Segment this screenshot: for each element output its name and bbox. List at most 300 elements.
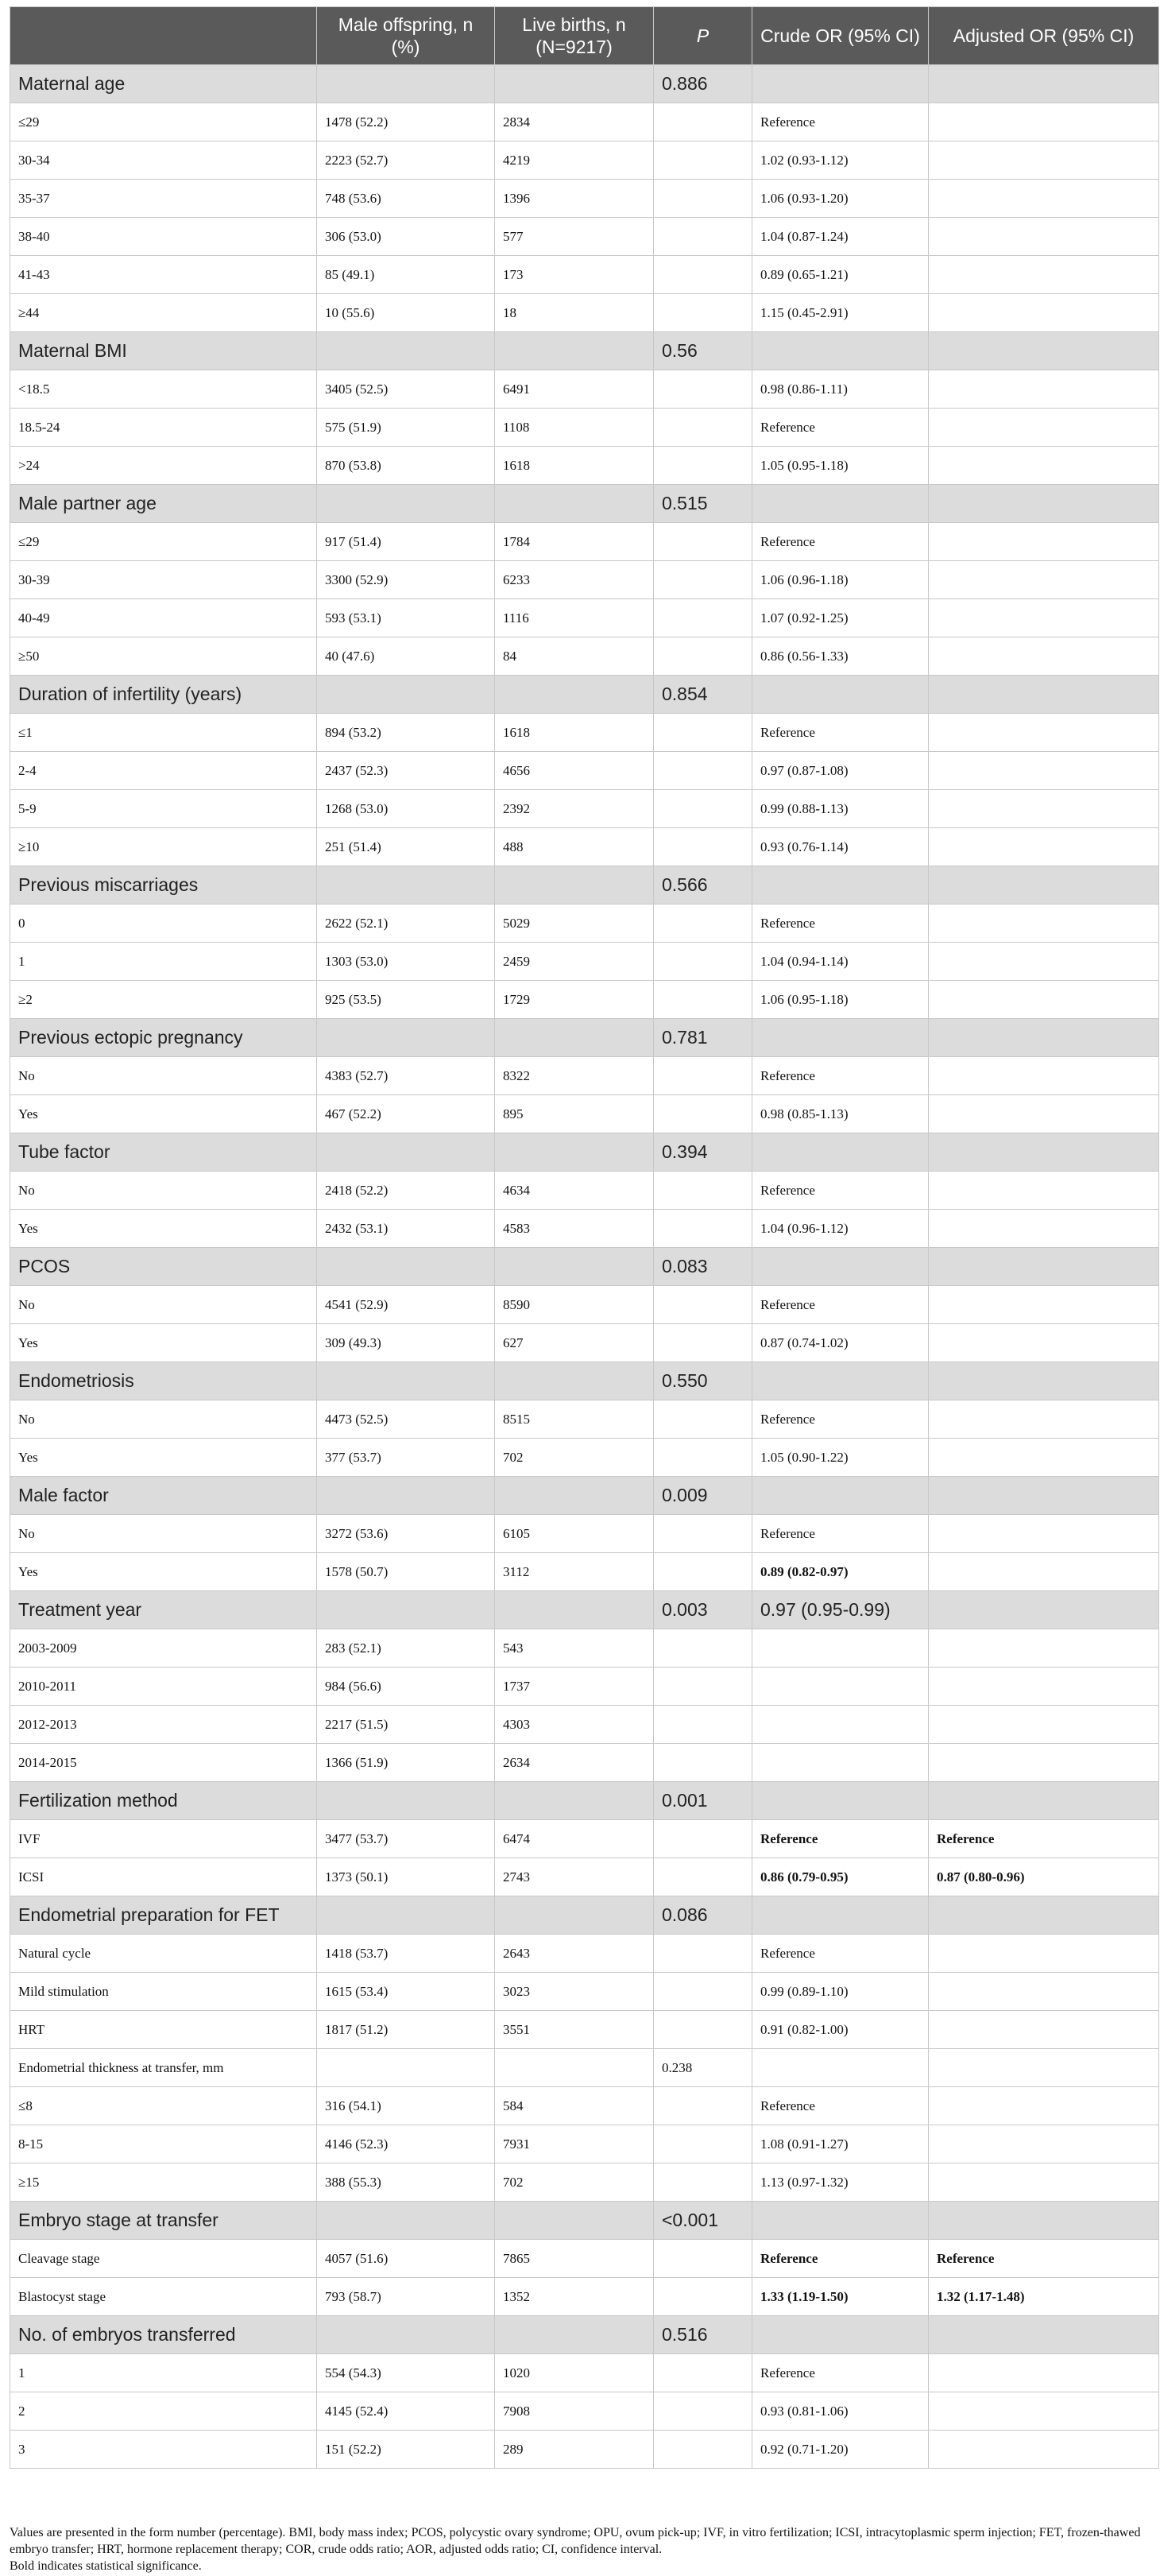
table-container [10,6,1158,2469]
cell-variable: 2-4 [10,752,317,790]
cell-p-value: 0.566 [654,866,752,905]
cell-p-value [654,752,752,790]
cell-crude-or [752,2316,929,2354]
cell-variable: ≥50 [10,637,317,676]
footnote-abbreviations: Values are presented in the form number (percentage). BMI, body mass index; PCOS, polycystic ovary syndrome; OPU, ovum pick-up; IVF, in vitro fertilization; ICSI, intracytoplasmic sperm injection; FET, frozen-thawed embryo transfer; HRT, hormone replacement therapy; COR, crude odds ratio; AOR, adjusted odds ratio; CI, confidence interval. [10,2526,1141,2556]
table-row [10,409,1159,447]
cell-adjusted-or [929,1248,1159,1286]
cell-crude-or: 1.07 (0.92-1.25) [752,599,929,637]
cell-p-value: 0.009 [654,1477,752,1515]
group-header-row [10,1248,1159,1286]
cell-p-value: 0.238 [654,2049,752,2087]
header-male-offspring: Male offspring, n (%) [317,7,495,65]
cell-p-value: 0.516 [654,2316,752,2354]
cell-crude-or: Reference [752,1935,929,1973]
cell-variable: <18.5 [10,370,317,409]
cell-adjusted-or [929,2087,1159,2125]
cell-variable: ≤29 [10,103,317,141]
cell-male-offspring: 2418 (52.2) [317,1172,495,1210]
cell-crude-or: 0.97 (0.87-1.08) [752,752,929,790]
cell-crude-or: Reference [752,2354,929,2392]
table-row [10,1820,1159,1858]
cell-p-value [654,447,752,485]
cell-male-offspring [317,332,495,370]
cell-live-births: 2834 [495,103,654,141]
cell-adjusted-or [929,2354,1159,2392]
cell-adjusted-or [929,1515,1159,1553]
table-row [10,2354,1159,2392]
cell-male-offspring [317,485,495,523]
cell-male-offspring: 4145 (52.4) [317,2392,495,2431]
cell-crude-or: Reference [752,714,929,752]
cell-crude-or: Reference [752,905,929,943]
cell-live-births: 1618 [495,714,654,752]
cell-crude-or: 0.98 (0.86-1.11) [752,370,929,409]
cell-male-offspring: 748 (53.6) [317,180,495,218]
cell-male-offspring: 554 (54.3) [317,2354,495,2392]
cell-crude-or [752,485,929,523]
cell-variable: ≤29 [10,523,317,561]
cell-live-births: 1020 [495,2354,654,2392]
cell-crude-or: 0.86 (0.79-0.95) [752,1858,929,1896]
cell-live-births: 18 [495,294,654,332]
data-table [10,6,1159,2469]
cell-p-value [654,103,752,141]
cell-adjusted-or [929,370,1159,409]
cell-male-offspring: 388 (55.3) [317,2163,495,2202]
cell-p-value [654,1973,752,2011]
cell-crude-or [752,1133,929,1172]
cell-adjusted-or [929,1668,1159,1706]
cell-p-value [654,2011,752,2049]
cell-crude-or [752,1019,929,1057]
cell-p-value [654,981,752,1019]
cell-male-offspring: 894 (53.2) [317,714,495,752]
table-row [10,714,1159,752]
header-variable [10,7,317,65]
cell-live-births: 6233 [495,561,654,599]
cell-variable: 0 [10,905,317,943]
cell-adjusted-or [929,637,1159,676]
cell-adjusted-or [929,1744,1159,1782]
cell-p-value [654,599,752,637]
cell-crude-or: Reference [752,1515,929,1553]
cell-live-births: 3112 [495,1553,654,1591]
cell-crude-or [752,65,929,103]
cell-adjusted-or [929,1629,1159,1668]
cell-adjusted-or [929,1896,1159,1935]
cell-male-offspring: 2223 (52.7) [317,141,495,180]
cell-male-offspring [317,1477,495,1515]
cell-variable: 2 [10,2392,317,2431]
cell-adjusted-or [929,1057,1159,1095]
table-header [10,7,1159,65]
cell-male-offspring: 10 (55.6) [317,294,495,332]
cell-adjusted-or [929,1400,1159,1439]
cell-variable: Natural cycle [10,1935,317,1973]
cell-live-births: 895 [495,1095,654,1133]
cell-male-offspring: 917 (51.4) [317,523,495,561]
cell-p-value [654,2125,752,2163]
table-row [10,103,1159,141]
cell-p-value [654,1629,752,1668]
cell-adjusted-or [929,65,1159,103]
cell-adjusted-or: 0.87 (0.80-0.96) [929,1858,1159,1896]
cell-variable: 40-49 [10,599,317,637]
cell-p-value [654,1210,752,1248]
cell-variable: 2012-2013 [10,1706,317,1744]
cell-live-births [495,65,654,103]
cell-live-births: 4634 [495,1172,654,1210]
cell-variable: No [10,1172,317,1210]
cell-adjusted-or [929,103,1159,141]
table-row [10,1286,1159,1324]
cell-adjusted-or [929,1133,1159,1172]
table-row [10,1439,1159,1477]
group-header-row [10,1896,1159,1935]
cell-variable: 1 [10,943,317,981]
cell-adjusted-or [929,1439,1159,1477]
group-header-row [10,1591,1159,1629]
cell-live-births: 7931 [495,2125,654,2163]
cell-variable: Yes [10,1324,317,1362]
table-footnote [10,2524,1158,2574]
cell-variable: 18.5-24 [10,409,317,447]
header-live-births: Live births, n (N=9217) [495,7,654,65]
cell-crude-or [752,1668,929,1706]
cell-variable: ≤1 [10,714,317,752]
cell-adjusted-or [929,1553,1159,1591]
cell-variable: Endometrial thickness at transfer, mm [10,2049,317,2087]
cell-p-value [654,370,752,409]
table-row [10,943,1159,981]
header-crude-or: Crude OR (95% CI) [752,7,929,65]
group-header-row [10,1362,1159,1400]
cell-crude-or: 0.98 (0.85-1.13) [752,1095,929,1133]
cell-male-offspring: 40 (47.6) [317,637,495,676]
cell-variable: No [10,1400,317,1439]
table-row [10,828,1159,866]
cell-crude-or: Reference [752,1057,929,1095]
cell-crude-or: 0.93 (0.76-1.14) [752,828,929,866]
cell-crude-or: Reference [752,1286,929,1324]
cell-crude-or: 1.04 (0.96-1.12) [752,1210,929,1248]
cell-variable: Previous ectopic pregnancy [10,1019,317,1057]
cell-crude-or: Reference [752,1820,929,1858]
group-header-row [10,866,1159,905]
cell-p-value: 0.086 [654,1896,752,1935]
table-row [10,561,1159,599]
table-row [10,1095,1159,1133]
group-header-row [10,2202,1159,2240]
cell-male-offspring: 2437 (52.3) [317,752,495,790]
cell-live-births [495,1477,654,1515]
cell-p-value: 0.854 [654,676,752,714]
table-row [10,141,1159,180]
cell-male-offspring: 1373 (50.1) [317,1858,495,1896]
cell-p-value [654,943,752,981]
cell-live-births: 3023 [495,1973,654,2011]
cell-crude-or [752,1706,929,1744]
cell-live-births: 1396 [495,180,654,218]
header-adjusted-or: Adjusted OR (95% CI) [929,7,1159,65]
cell-live-births: 4656 [495,752,654,790]
cell-live-births [495,2202,654,2240]
cell-p-value: 0.550 [654,1362,752,1400]
cell-live-births: 8515 [495,1400,654,1439]
cell-male-offspring [317,2202,495,2240]
table-row [10,790,1159,828]
cell-crude-or [752,676,929,714]
cell-variable: Yes [10,1553,317,1591]
table-row [10,1935,1159,1973]
cell-p-value: 0.394 [654,1133,752,1172]
cell-male-offspring: 1478 (52.2) [317,103,495,141]
cell-male-offspring [317,65,495,103]
cell-male-offspring: 575 (51.9) [317,409,495,447]
table-row [10,294,1159,332]
cell-adjusted-or [929,676,1159,714]
cell-adjusted-or [929,2125,1159,2163]
header-p-value: P [654,7,752,65]
table-row [10,180,1159,218]
cell-p-value [654,637,752,676]
cell-variable: Cleavage stage [10,2240,317,2278]
cell-variable: HRT [10,2011,317,2049]
cell-variable: IVF [10,1820,317,1858]
cell-variable: Male factor [10,1477,317,1515]
cell-p-value [654,1057,752,1095]
cell-p-value [654,141,752,180]
cell-variable: 2003-2009 [10,1629,317,1668]
cell-p-value [654,1935,752,1973]
cell-adjusted-or [929,523,1159,561]
cell-adjusted-or [929,561,1159,599]
cell-live-births: 4303 [495,1706,654,1744]
cell-adjusted-or [929,1973,1159,2011]
cell-p-value: 0.001 [654,1782,752,1820]
cell-adjusted-or [929,2049,1159,2087]
cell-crude-or: 0.97 (0.95-0.99) [752,1591,929,1629]
cell-live-births: 3551 [495,2011,654,2049]
cell-adjusted-or [929,905,1159,943]
cell-crude-or: 0.93 (0.81-1.06) [752,2392,929,2431]
cell-male-offspring: 1418 (53.7) [317,1935,495,1973]
cell-live-births: 8322 [495,1057,654,1095]
group-header-row [10,65,1159,103]
cell-adjusted-or [929,790,1159,828]
table-row [10,370,1159,409]
cell-crude-or [752,1744,929,1782]
table-row [10,1400,1159,1439]
table-row [10,2011,1159,2049]
cell-adjusted-or [929,2011,1159,2049]
table-row [10,1210,1159,1248]
cell-p-value [654,2163,752,2202]
table-row [10,256,1159,294]
cell-adjusted-or [929,332,1159,370]
cell-variable: Endometriosis [10,1362,317,1400]
cell-p-value [654,1400,752,1439]
cell-live-births [495,1248,654,1286]
cell-variable: 8-15 [10,2125,317,2163]
cell-live-births [495,1019,654,1057]
cell-adjusted-or: Reference [929,1820,1159,1858]
cell-male-offspring: 467 (52.2) [317,1095,495,1133]
cell-male-offspring: 309 (49.3) [317,1324,495,1362]
table-row [10,1553,1159,1591]
cell-male-offspring [317,1248,495,1286]
cell-crude-or: 1.05 (0.90-1.22) [752,1439,929,1477]
cell-crude-or: Reference [752,1172,929,1210]
cell-male-offspring: 4473 (52.5) [317,1400,495,1439]
cell-live-births [495,1591,654,1629]
cell-adjusted-or: Reference [929,2240,1159,2278]
table-row [10,1629,1159,1668]
cell-p-value [654,256,752,294]
cell-p-value [654,409,752,447]
header-row [10,7,1159,65]
table-row [10,981,1159,1019]
cell-crude-or: 0.86 (0.56-1.33) [752,637,929,676]
cell-p-value [654,1744,752,1782]
cell-adjusted-or [929,1477,1159,1515]
cell-male-offspring: 377 (53.7) [317,1439,495,1477]
cell-variable: 3 [10,2431,317,2469]
cell-adjusted-or [929,2392,1159,2431]
cell-male-offspring: 3477 (53.7) [317,1820,495,1858]
cell-live-births [495,1362,654,1400]
cell-crude-or [752,2049,929,2087]
cell-adjusted-or [929,714,1159,752]
table-row [10,1515,1159,1553]
cell-variable: Male partner age [10,485,317,523]
cell-male-offspring: 925 (53.5) [317,981,495,1019]
cell-variable: 1 [10,2354,317,2392]
table-row [10,1172,1159,1210]
cell-p-value: 0.781 [654,1019,752,1057]
cell-variable: Yes [10,1210,317,1248]
cell-p-value [654,2392,752,2431]
cell-male-offspring: 3300 (52.9) [317,561,495,599]
cell-p-value [654,294,752,332]
cell-variable: Yes [10,1439,317,1477]
cell-variable: Embryo stage at transfer [10,2202,317,2240]
cell-male-offspring: 1268 (53.0) [317,790,495,828]
table-row [10,1057,1159,1095]
cell-live-births: 7908 [495,2392,654,2431]
group-header-row [10,1133,1159,1172]
cell-live-births: 1116 [495,599,654,637]
cell-crude-or: 0.92 (0.71-1.20) [752,2431,929,2469]
cell-variable: Maternal BMI [10,332,317,370]
cell-crude-or: 1.06 (0.96-1.18) [752,561,929,599]
cell-variable: No. of embryos transferred [10,2316,317,2354]
table-row [10,2278,1159,2316]
cell-live-births: 4219 [495,141,654,180]
cell-adjusted-or [929,599,1159,637]
cell-live-births: 584 [495,2087,654,2125]
cell-p-value [654,1706,752,1744]
cell-p-value [654,218,752,256]
cell-variable: PCOS [10,1248,317,1286]
cell-male-offspring: 283 (52.1) [317,1629,495,1668]
cell-variable: ICSI [10,1858,317,1896]
table-body [10,65,1159,2469]
cell-live-births: 1784 [495,523,654,561]
cell-adjusted-or [929,1706,1159,1744]
table-row [10,1324,1159,1362]
cell-live-births: 702 [495,2163,654,2202]
table-row [10,1668,1159,1706]
cell-live-births [495,2316,654,2354]
cell-live-births: 5029 [495,905,654,943]
cell-male-offspring [317,676,495,714]
cell-variable: No [10,1286,317,1324]
cell-adjusted-or [929,943,1159,981]
cell-male-offspring: 984 (56.6) [317,1668,495,1706]
cell-adjusted-or [929,2316,1159,2354]
cell-p-value: 0.56 [654,332,752,370]
cell-live-births: 2643 [495,1935,654,1973]
cell-p-value [654,828,752,866]
cell-male-offspring: 2432 (53.1) [317,1210,495,1248]
cell-crude-or: 1.06 (0.93-1.20) [752,180,929,218]
cell-adjusted-or [929,866,1159,905]
cell-variable: Tube factor [10,1133,317,1172]
cell-male-offspring: 306 (53.0) [317,218,495,256]
cell-live-births: 488 [495,828,654,866]
cell-male-offspring: 3405 (52.5) [317,370,495,409]
cell-male-offspring: 4057 (51.6) [317,2240,495,2278]
cell-crude-or [752,1782,929,1820]
cell-crude-or [752,1248,929,1286]
cell-male-offspring [317,1782,495,1820]
cell-male-offspring [317,866,495,905]
cell-crude-or: 1.13 (0.97-1.32) [752,2163,929,2202]
group-header-row [10,332,1159,370]
cell-live-births [495,866,654,905]
cell-adjusted-or [929,1782,1159,1820]
table-row [10,2240,1159,2278]
cell-male-offspring: 4146 (52.3) [317,2125,495,2163]
cell-live-births: 4583 [495,1210,654,1248]
footnote-bold-note: Bold indicates statistical significance. [10,2559,202,2573]
table-row [10,2087,1159,2125]
cell-male-offspring [317,1591,495,1629]
cell-adjusted-or [929,752,1159,790]
cell-crude-or: 0.91 (0.82-1.00) [752,2011,929,2049]
cell-adjusted-or [929,1362,1159,1400]
cell-crude-or: 0.87 (0.74-1.02) [752,1324,929,1362]
cell-live-births [495,485,654,523]
cell-p-value [654,714,752,752]
cell-live-births: 577 [495,218,654,256]
cell-male-offspring [317,1133,495,1172]
cell-live-births: 1737 [495,1668,654,1706]
cell-crude-or: Reference [752,103,929,141]
cell-p-value [654,1286,752,1324]
cell-live-births: 289 [495,2431,654,2469]
cell-crude-or [752,1362,929,1400]
cell-p-value: 0.886 [654,65,752,103]
cell-variable: ≤8 [10,2087,317,2125]
table-row [10,599,1159,637]
table-row [10,2125,1159,2163]
cell-male-offspring: 2217 (51.5) [317,1706,495,1744]
cell-live-births: 6491 [495,370,654,409]
cell-p-value [654,1668,752,1706]
